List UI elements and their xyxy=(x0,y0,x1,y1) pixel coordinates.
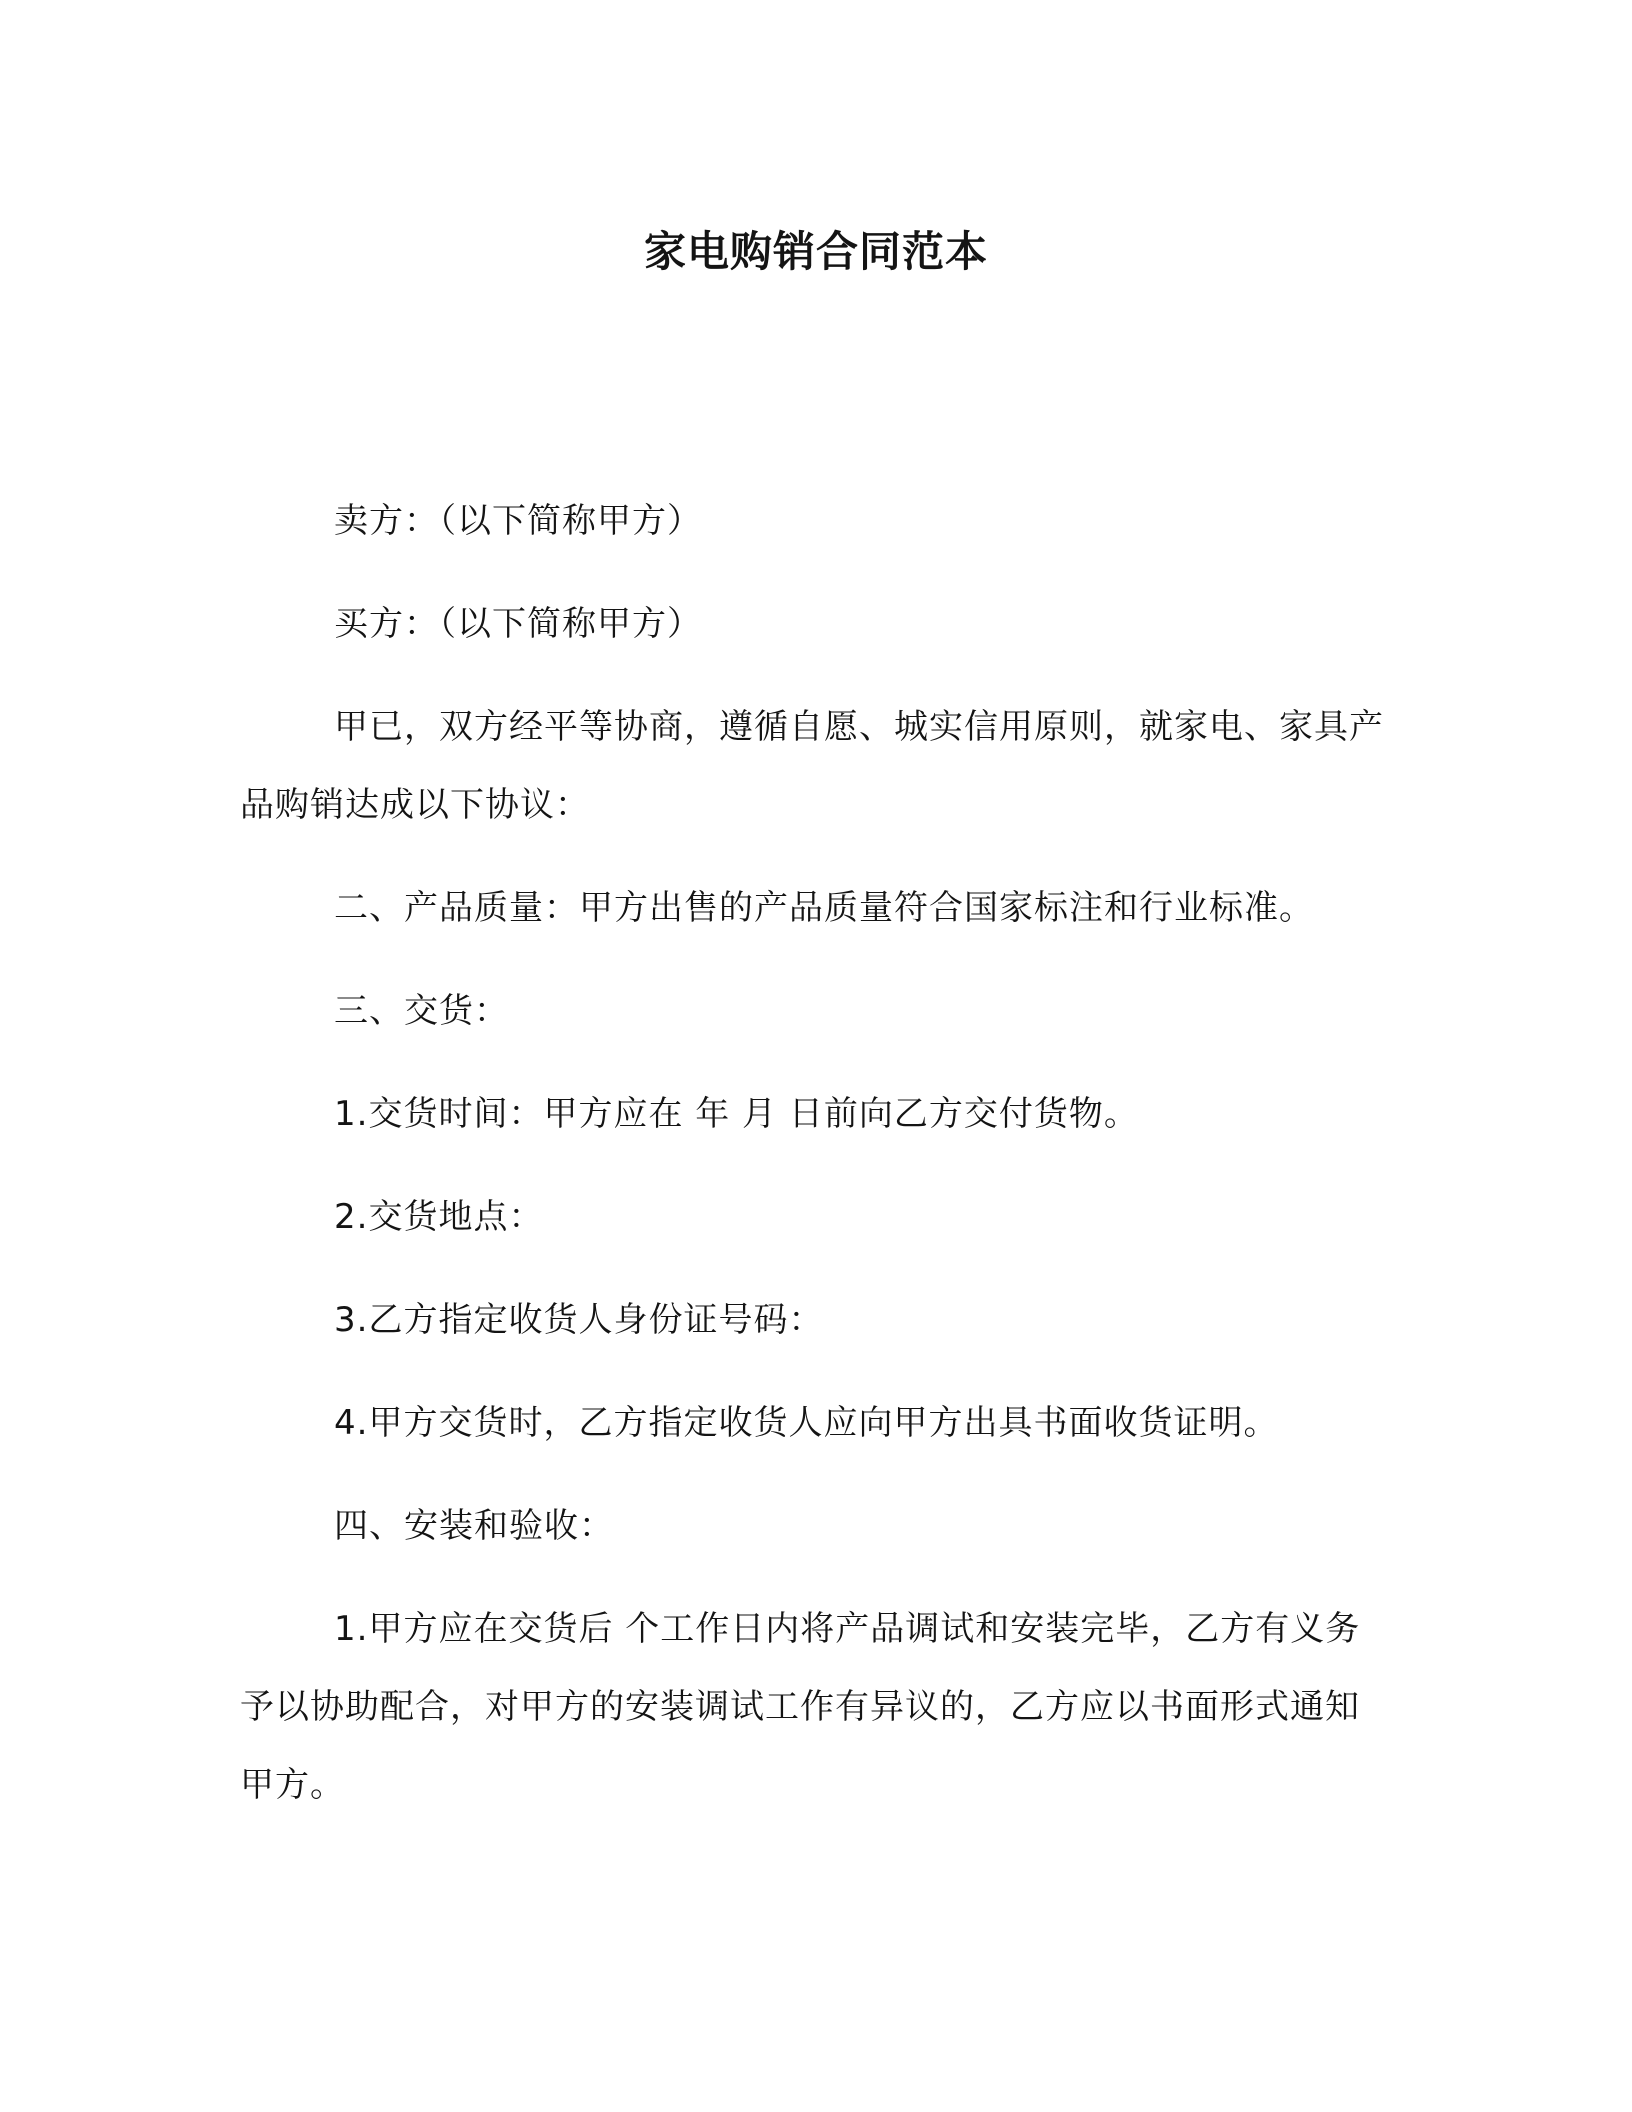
buyer-line: 买方：（以下简称甲方） xyxy=(334,604,702,644)
delivery-place-item: 2.交货地点： xyxy=(334,1197,544,1237)
section-quality: 二、产品质量：甲方出售的产品质量符合国家标注和行业标准。 xyxy=(334,888,1314,928)
seller-line: 卖方：（以下简称甲方） xyxy=(334,501,702,541)
document-body xyxy=(240,482,1390,1824)
delivery-time-item: 1.交货时间：甲方应在 年 月 日前向乙方交付货物。 xyxy=(334,1094,1139,1134)
installation-item-1: 1.甲方应在交货后 个工作日内将产品调试和安装完毕，乙方有义务予以协助配合，对甲方的安装调试工作有异议的，乙方应以书面形式通知甲方。 xyxy=(240,1609,1361,1805)
receipt-proof-item: 4.甲方交货时，乙方指定收货人应向甲方出具书面收货证明。 xyxy=(334,1403,1279,1443)
section-installation-heading: 四、安装和验收： xyxy=(334,1506,614,1546)
section-delivery-heading: 三、交货： xyxy=(334,991,509,1031)
document-title: 家电购销合同范本 xyxy=(643,227,988,276)
receiver-id-item: 3.乙方指定收货人身份证号码： xyxy=(334,1300,824,1340)
preamble-paragraph: 甲已，双方经平等协商，遵循自愿、城实信用原则，就家电、家具产品购销达成以下协议： xyxy=(240,707,1384,825)
